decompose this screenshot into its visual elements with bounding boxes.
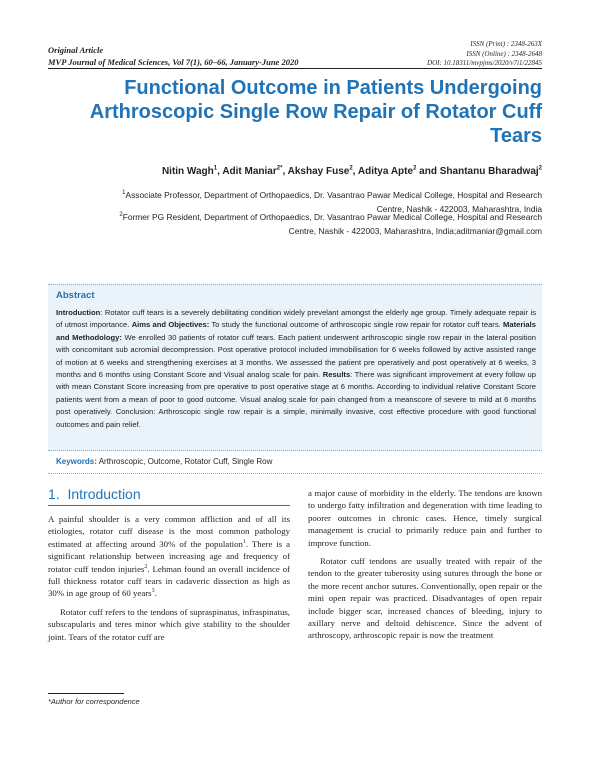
abstract-text: We enrolled 30 patients of rotator cuff tears. Each patient underwent arthroscopic single row repair in the lateral position with concomitant sub acromial decompression. Post operative protocol included immobilisation for 6 weeks followed by active assisted range of motion at 6 weeks and strengthening exercises at 3 months. We assessed the patient pre operatively and post operatively at 6 weeks, 3 months and 6 months using Constant Score and Visual analog scale for pain. <box>56 332 536 380</box>
journal-citation: MVP Journal of Medical Sciences, Vol 7(1), 60–66, January-June 2020 <box>48 57 299 67</box>
section-underline <box>48 505 290 506</box>
text-run: . <box>154 588 157 599</box>
section-title: Introduction <box>67 486 141 502</box>
author-name: Aditya Apte <box>357 166 414 177</box>
journal-header <box>48 44 298 68</box>
issn-print: ISSN (Print) : 2348-263X <box>470 40 542 48</box>
article-type: Original Article <box>48 45 104 55</box>
right-column <box>308 487 542 642</box>
doi[interactable]: DOI: 10.18311/mvpjms/2020/v7i1/22845 <box>427 59 542 67</box>
separator: , <box>352 166 358 177</box>
author-superscript: 1 <box>213 165 218 172</box>
abstract-label: Introduction <box>56 308 101 317</box>
affiliation-superscript: 2 <box>119 212 123 219</box>
author-list <box>48 165 542 179</box>
abstract-label: Results <box>322 370 351 380</box>
abstract-text: : There was significant improvement at every follow up with mean Constant Score increasing from pre operative to post operative stage at 6 months. According to individual relative Constant Score patients went from a mean of poor to good outcome. Visual analog scale for pain changed from a meanscore of severe to mild at 6 months post operatively. Conclusion: Arthroscopic single row repair is a simple, minimally invasive, cost effective procedure with good functional outcomes and pain relief. <box>56 370 536 429</box>
keywords <box>56 457 272 466</box>
left-column <box>48 513 290 643</box>
author-superscript: 2 <box>413 165 417 172</box>
citation-ref[interactable]: 3 <box>151 588 155 595</box>
affiliation-text: Former PG Resident, Department of Orthopaedics, Dr. Vasantrao Pawar Medical College, Hospital and Research Centre, Nashik - 422003, Maharashtra, India;aditmaniar@gmail.com <box>122 212 542 236</box>
paper-title: Functional Outcome in Patients Undergoing Arthroscopic Single Row Repair of Rotator Cuff Tears <box>89 77 542 147</box>
affiliation-text: Associate Professor, Department of Orthopaedics, Dr. Vasantrao Pawar Medical College, Hospital and Research Centre, Nashik - 422003, Maharashtra, India <box>125 190 542 214</box>
author-superscript: 2* <box>276 165 283 172</box>
keywords-text: Arthroscopic, Outcome, Rotator Cuff, Single Row <box>96 457 273 466</box>
separator: , <box>282 166 288 177</box>
text-run: . There is a significant relationship between increasing age and frequency of rotator cuff tendon injuries <box>48 538 291 574</box>
citation-ref[interactable]: 2 <box>144 563 148 570</box>
affiliation-superscript: 1 <box>122 190 126 197</box>
text-run: . Lehman found an overall incidence of full thickness rotator cuff tears in cadaveric dissection as high as 30% in age group of 60 years <box>48 563 290 599</box>
author-name: Shantanu Bharadwaj <box>439 166 539 177</box>
journal-identifiers <box>427 40 542 69</box>
author-superscript: 2 <box>349 165 353 172</box>
affiliation-2 <box>100 211 542 238</box>
abstract-label: Aims and Objectives: <box>131 320 210 330</box>
paragraph: Rotator cuff tendons are usually treated with repair of the tendon to the greater tuberosity using sutures through the bone or the more recent anchor sutures. Conventionally, open repair or the mini open repair was practiced. Disadvantages of open repair include bigger scar, increased chances of bleeding, injury to axillary nerve and deltoid dehiscence. Since the advent of arthroscopy, arthroscopic repair is now the treatment <box>308 556 542 641</box>
abstract-text: : Rotator cuff tears is a severely debilitating condition widely prevelant amongst the elderly age group. Timely adequate repair is of utmost importance. <box>56 308 536 330</box>
section-heading <box>48 486 141 502</box>
abstract-body <box>56 307 536 431</box>
text-run: A painful shoulder is a very common affliction and of all its etiologies, rotator cuff disease is the most common pathology estimated at affecting around 30% of the population <box>48 514 290 549</box>
author-name: Adit Maniar <box>222 166 277 177</box>
issn-online: ISSN (Online) : 2348-2648 <box>466 49 542 58</box>
abstract-heading: Abstract <box>56 290 95 301</box>
paragraph: Rotator cuff refers to the tendons of supraspinatus, infraspinatus, subscapularis and teres minor which give stability to the shoulder joint. Tears of the rotator cuff are <box>48 606 290 642</box>
header-divider <box>48 68 542 69</box>
separator: and <box>416 166 440 177</box>
author-name: Nitin Wagh <box>161 166 214 177</box>
separator: , <box>217 166 223 177</box>
author-name: Akshay Fuse <box>287 166 350 177</box>
abstract-label: Materials and Methodology: <box>56 320 536 342</box>
section-number: 1. <box>48 486 60 502</box>
footnote: *Author for correspondence <box>48 697 140 706</box>
keywords-divider <box>48 473 542 474</box>
paragraph: a major cause of morbidity in the elderly. The tendons are known to undergo fatty infiltration and degeneration with time leading to poorer outcomes in chronic cases. Hence, timely surgical management is crucial to primarily reduce pain and further to improve function. <box>308 488 542 548</box>
author-superscript: 2 <box>538 165 542 172</box>
footnote-divider <box>48 693 124 694</box>
citation-ref[interactable]: 1 <box>242 538 246 545</box>
paragraph <box>48 513 290 600</box>
abstract-text: To study the functional outcome of arthroscopic single row repair for rotator cuff tears. <box>209 320 504 330</box>
keywords-label: Keywords: <box>56 457 97 466</box>
